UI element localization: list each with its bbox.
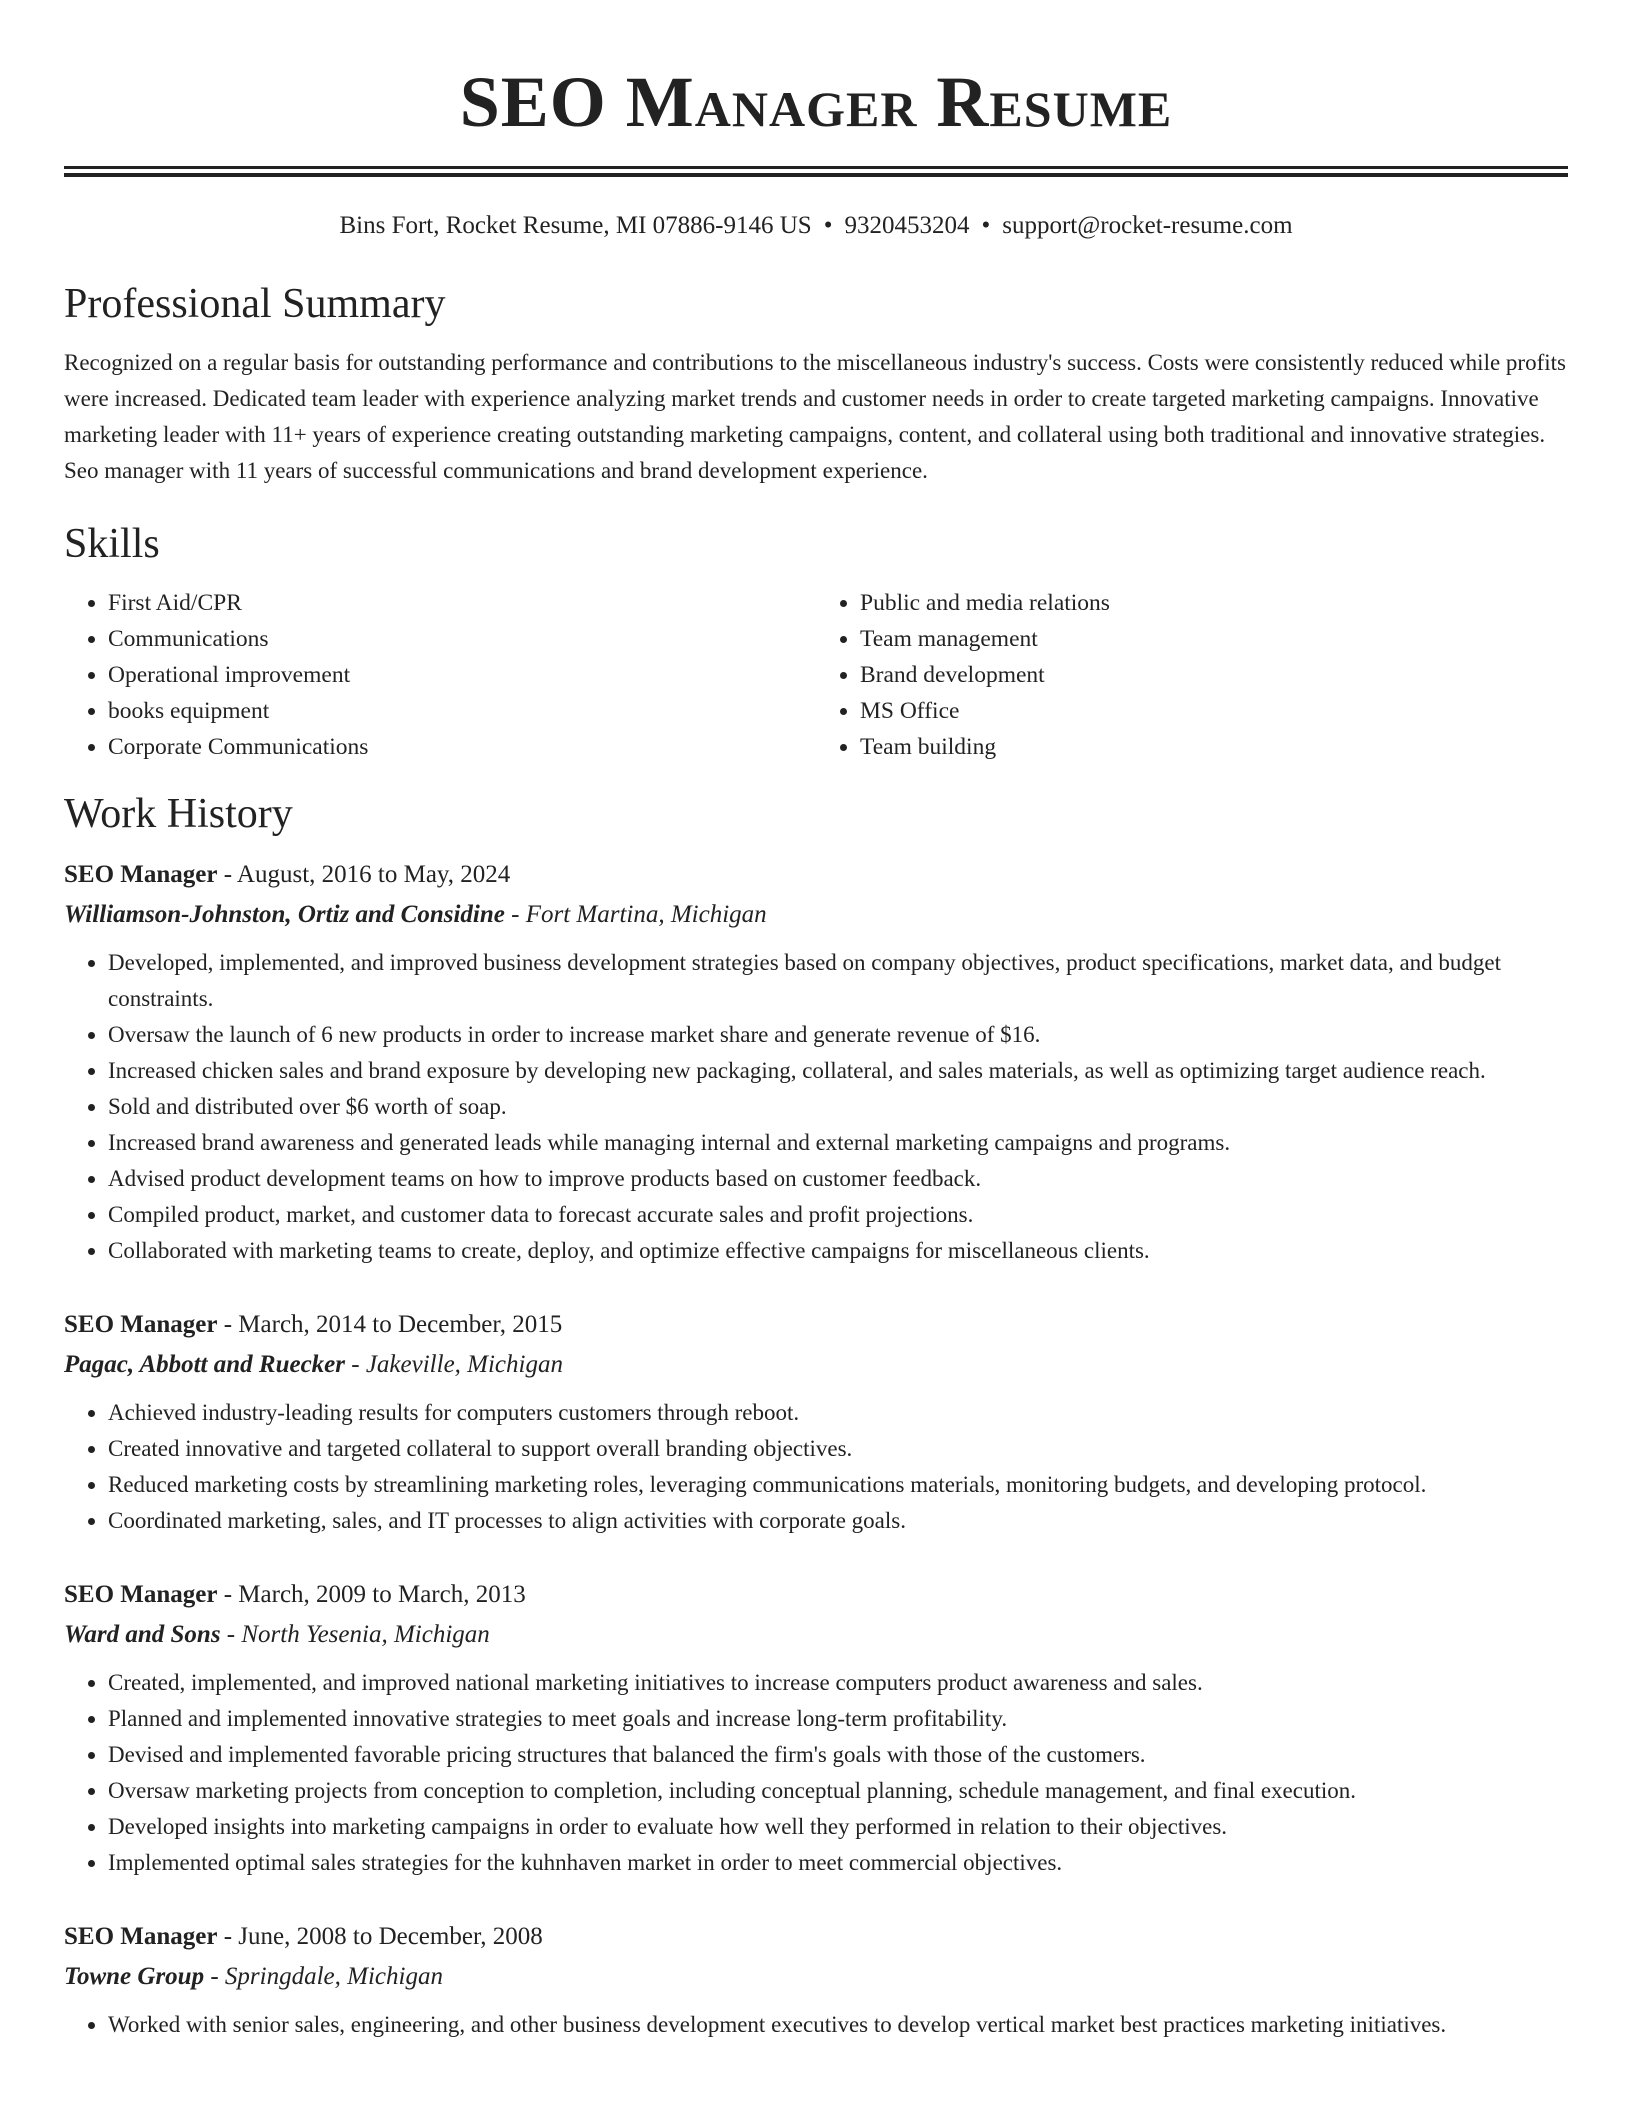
- contact-separator: •: [981, 212, 991, 239]
- contact-line: [64, 211, 1568, 241]
- job-bullet: • Developed, implemented, and improved business development strategies based on company objectives, product specifications, market data, and budget constraints.: [108, 945, 1568, 1017]
- job-bullet: • Sold and distributed over $6 worth of soap.: [108, 1089, 1568, 1125]
- job-dates: - June, 2008 to December, 2008: [217, 1923, 543, 1950]
- job-title-line: [64, 1917, 1568, 1957]
- company-name: Towne Group: [64, 1963, 205, 1990]
- job-entry: [64, 855, 1568, 1269]
- skill-item: • Team management: [860, 621, 1568, 657]
- contact-address: Bins Fort, Rocket Resume, MI 07886-9146 US: [339, 212, 812, 239]
- skills-column-right: [816, 585, 1568, 765]
- job-title: SEO Manager: [64, 1311, 218, 1338]
- company-location: - North Yesenia, Michigan: [220, 1621, 490, 1648]
- job-title: SEO Manager: [64, 1923, 218, 1950]
- title-divider: [64, 166, 1568, 177]
- resume-title: SEO Manager Resume: [459, 62, 1173, 142]
- job-bullets: [64, 1395, 1568, 1539]
- skills-heading: Skills: [64, 521, 160, 567]
- job-bullet: • Coordinated marketing, sales, and IT processes to align activities with corporate goals.: [108, 1503, 1568, 1539]
- company-name: Ward and Sons: [64, 1621, 221, 1648]
- job-bullet: • Compiled product, market, and customer data to forecast accurate sales and profit projections.: [108, 1197, 1568, 1233]
- company-line: [64, 1345, 1568, 1385]
- skill-item: • Communications: [108, 621, 816, 657]
- job-title-line: [64, 1305, 1568, 1345]
- job-title-line: [64, 1575, 1568, 1615]
- job-bullet: • Increased chicken sales and brand exposure by developing new packaging, collateral, and sales materials, as well as optimizing target audience reach.: [108, 1053, 1568, 1089]
- job-bullet: • Planned and implemented innovative strategies to meet goals and increase long-term profitability.: [108, 1701, 1568, 1737]
- summary-text: Recognized on a regular basis for outstanding performance and contributions to the miscellaneous industry's success. Costs were consistently reduced while profits were increased. Dedicated team leader with experience analyzing market trends and customer needs in order to create targeted marketing campaigns. Innovative marketing leader with 11+ years of experience creating outstanding marketing campaigns, content, and collateral using both traditional and innovative strategies. Seo manager with 11 years of successful communications and brand development experience.: [64, 350, 1566, 483]
- job-title: SEO Manager: [64, 861, 218, 888]
- company-location: - Springdale, Michigan: [204, 1963, 443, 1990]
- summary-heading: Professional Summary: [64, 281, 446, 327]
- company-line: [64, 1615, 1568, 1655]
- contact-phone: 9320453204: [844, 212, 970, 239]
- job-bullet: • Implemented optimal sales strategies for the kuhnhaven market in order to meet commercial objectives.: [108, 1845, 1568, 1881]
- job-title: SEO Manager: [64, 1581, 218, 1608]
- skill-item: • MS Office: [860, 693, 1568, 729]
- job-bullet: • Advised product development teams on how to improve products based on customer feedback.: [108, 1161, 1568, 1197]
- skill-item: • Public and media relations: [860, 585, 1568, 621]
- job-bullet: • Oversaw marketing projects from conception to completion, including conceptual planning, schedule management, and final execution.: [108, 1773, 1568, 1809]
- contact-email[interactable]: support@rocket-resume.com: [1002, 212, 1293, 239]
- job-dates: - August, 2016 to May, 2024: [217, 861, 511, 888]
- company-name: Pagac, Abbott and Ruecker: [64, 1351, 346, 1378]
- job-bullet: • Created innovative and targeted collateral to support overall branding objectives.: [108, 1431, 1568, 1467]
- skill-item: • Operational improvement: [108, 657, 816, 693]
- job-dates: - March, 2009 to March, 2013: [217, 1581, 526, 1608]
- job-bullet: • Worked with senior sales, engineering, and other business development executives to develop vertical market best practices marketing initiatives.: [108, 2007, 1568, 2043]
- skill-item: • Team building: [860, 729, 1568, 765]
- job-entry: [64, 1575, 1568, 1881]
- skill-item: • Corporate Communications: [108, 729, 816, 765]
- job-bullet: • Increased brand awareness and generated leads while managing internal and external marketing campaigns and programs.: [108, 1125, 1568, 1161]
- work-history-heading: Work History: [64, 791, 293, 837]
- job-entry: [64, 1917, 1568, 2043]
- company-name: Williamson-Johnston, Ortiz and Considine: [64, 901, 505, 928]
- job-title-line: [64, 855, 1568, 895]
- job-bullet: • Reduced marketing costs by streamlining marketing roles, leveraging communications materials, monitoring budgets, and developing protocol.: [108, 1467, 1568, 1503]
- company-line: [64, 1957, 1568, 1997]
- job-bullet: • Developed insights into marketing campaigns in order to evaluate how well they performed in relation to their objectives.: [108, 1809, 1568, 1845]
- job-bullets: [64, 1665, 1568, 1881]
- skills-list: [64, 585, 1568, 765]
- job-entry: [64, 1305, 1568, 1539]
- job-dates: - March, 2014 to December, 2015: [217, 1311, 563, 1338]
- job-bullet: • Collaborated with marketing teams to create, deploy, and optimize effective campaigns for miscellaneous clients.: [108, 1233, 1568, 1269]
- job-bullets: [64, 2007, 1568, 2043]
- job-bullet: • Oversaw the launch of 6 new products in order to increase market share and generate revenue of $16.: [108, 1017, 1568, 1053]
- skills-column-left: [64, 585, 816, 765]
- job-bullet: • Devised and implemented favorable pricing structures that balanced the firm's goals with those of the customers.: [108, 1737, 1568, 1773]
- job-bullet: • Achieved industry-leading results for computers customers through reboot.: [108, 1395, 1568, 1431]
- job-bullets: [64, 945, 1568, 1269]
- company-line: [64, 895, 1568, 935]
- skill-item: • books equipment: [108, 693, 816, 729]
- contact-separator: •: [823, 212, 833, 239]
- company-location: - Fort Martina, Michigan: [504, 901, 767, 928]
- skill-item: • Brand development: [860, 657, 1568, 693]
- company-location: - Jakeville, Michigan: [345, 1351, 563, 1378]
- skill-item: • First Aid/CPR: [108, 585, 816, 621]
- job-bullet: • Created, implemented, and improved national marketing initiatives to increase computers product awareness and sales.: [108, 1665, 1568, 1701]
- resume-page: [64, 0, 1568, 2043]
